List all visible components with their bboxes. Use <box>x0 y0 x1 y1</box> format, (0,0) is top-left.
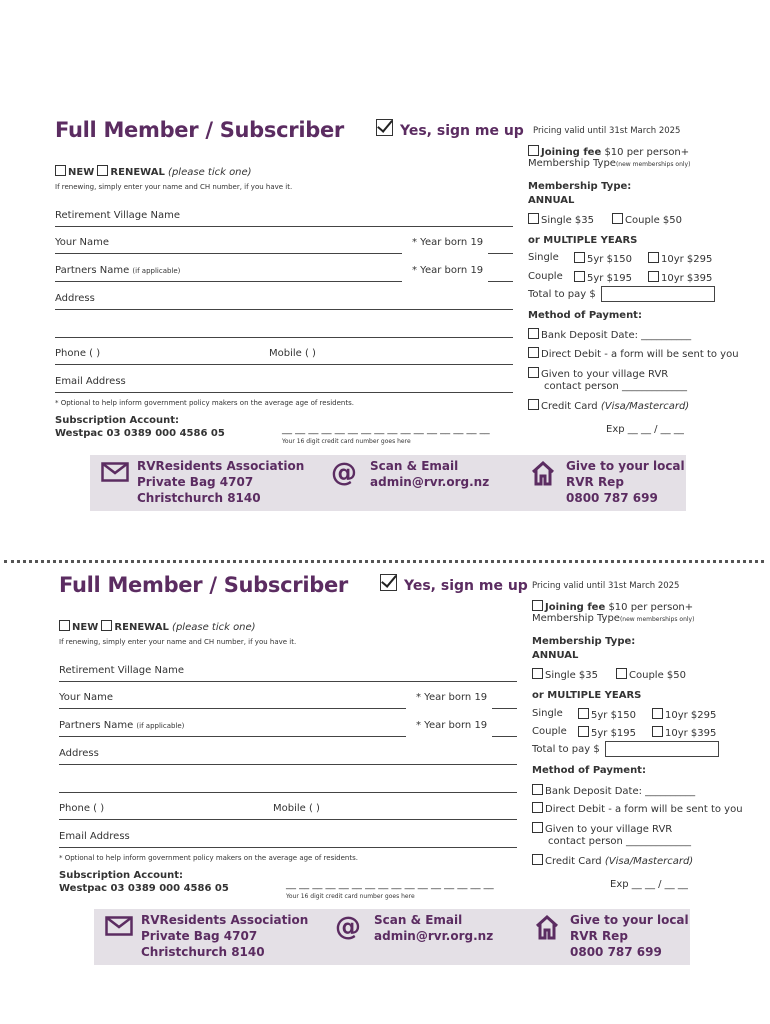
partners-name-field[interactable] <box>55 281 402 282</box>
your-name-label: Your Name <box>55 237 110 248</box>
joining-fee-checkbox[interactable] <box>528 145 539 156</box>
renewal-checkbox[interactable] <box>101 620 112 631</box>
payment-heading: Method of Payment: <box>528 310 642 321</box>
couple-5yr-option: 5yr $195 <box>574 271 632 284</box>
couple-label: Couple <box>532 726 567 737</box>
your-name-field[interactable] <box>59 708 406 709</box>
address-field-1[interactable] <box>55 309 513 310</box>
card-expiry-field[interactable]: Exp __ __ / __ __ <box>606 424 684 435</box>
new-checkbox[interactable] <box>55 165 66 176</box>
annual-label: ANNUAL <box>532 650 579 661</box>
single-annual-checkbox[interactable] <box>528 213 539 224</box>
card-number-field[interactable]: __ __ __ __ __ __ __ __ __ __ __ __ __ __ __ __ <box>286 879 494 890</box>
partners-name-field[interactable] <box>59 736 406 737</box>
direct-debit-option: Direct Debit - a form will be sent to you <box>532 802 743 815</box>
pricing-valid: Pricing valid until 31st March 2025 <box>532 581 680 591</box>
year-born-field[interactable] <box>488 253 513 254</box>
single-10yr-checkbox[interactable] <box>648 252 659 263</box>
mobile-label: Mobile ( ) <box>269 348 316 359</box>
credit-card-checkbox[interactable] <box>532 854 543 865</box>
partners-name-label: Partners Name (if applicable) <box>55 265 181 276</box>
email-label: Email Address <box>59 831 130 842</box>
credit-card-checkbox[interactable] <box>528 399 539 410</box>
multiple-years-heading: or MULTIPLE YEARS <box>532 690 642 701</box>
address-field-2[interactable] <box>59 792 517 793</box>
email-contact: Scan & Email admin@rvr.org.nz <box>374 913 494 943</box>
bank-deposit-checkbox[interactable] <box>528 328 539 339</box>
renewal-checkbox[interactable] <box>97 165 108 176</box>
membership-type-heading: Membership Type: <box>528 181 632 192</box>
tick-note: (please tick one) <box>172 622 256 633</box>
address-field-2[interactable] <box>55 337 513 338</box>
bank-deposit-option: Bank Deposit Date: __________ <box>532 784 695 797</box>
village-label: Retirement Village Name <box>55 210 180 221</box>
year-born-label: * Year born 19 <box>416 692 488 703</box>
village-label: Retirement Village Name <box>59 665 184 676</box>
email-field[interactable] <box>55 392 513 393</box>
card-hint: Your 16 digit credit card number goes here <box>282 438 411 445</box>
membership-form-2 <box>4 455 770 959</box>
given-to-rvr-checkbox[interactable] <box>528 367 539 378</box>
given-to-rvr-option: Given to your village RVR <box>532 822 672 835</box>
subscription-label: Subscription Account: <box>59 870 184 881</box>
email-contact: Scan & Email admin@rvr.org.nz <box>370 459 490 489</box>
couple-10yr-option: 10yr $395 <box>648 271 712 284</box>
year-born-label: * Year born 19 <box>412 237 484 248</box>
house-icon <box>535 914 559 940</box>
card-expiry-field[interactable]: Exp __ __ / __ __ <box>610 879 688 890</box>
postal-address: RVResidents Association Private Bag 4707 Christchurch 8140 <box>141 913 309 959</box>
phone-mobile-field[interactable] <box>55 364 513 365</box>
contact-band <box>94 909 690 965</box>
village-field[interactable] <box>55 226 513 227</box>
direct-debit-option: Direct Debit - a form will be sent to you <box>528 347 739 360</box>
joining-fee-checkbox[interactable] <box>532 600 543 611</box>
sign-up-checkbox[interactable] <box>380 574 397 591</box>
couple-10yr-checkbox[interactable] <box>648 271 659 282</box>
year-born-field[interactable] <box>492 708 517 709</box>
multiple-years-heading: or MULTIPLE YEARS <box>528 235 638 246</box>
single-annual-option: Single $35 <box>528 213 594 226</box>
couple-10yr-option: 10yr $395 <box>652 726 716 739</box>
card-number-field[interactable]: __ __ __ __ __ __ __ __ __ __ __ __ __ __ __ __ <box>282 424 490 435</box>
annual-label: ANNUAL <box>528 195 575 206</box>
single-annual-checkbox[interactable] <box>532 668 543 679</box>
partner-year-born-field[interactable] <box>492 736 517 737</box>
total-to-pay-field[interactable] <box>605 741 719 757</box>
address-label: Address <box>59 748 99 759</box>
couple-5yr-checkbox[interactable] <box>578 726 589 737</box>
payment-heading: Method of Payment: <box>532 765 646 776</box>
card-hint: Your 16 digit credit card number goes here <box>286 893 415 900</box>
credit-card-option: Credit Card (Visa/Mastercard) <box>528 399 689 412</box>
your-name-field[interactable] <box>55 253 402 254</box>
partners-name-label: Partners Name (if applicable) <box>59 720 185 731</box>
sign-up-label: Yes, sign me up <box>404 578 528 594</box>
subscription-label: Subscription Account: <box>55 415 180 426</box>
email-label: Email Address <box>55 376 126 387</box>
couple-label: Couple <box>528 271 563 282</box>
bank-deposit-checkbox[interactable] <box>532 784 543 795</box>
sign-up-label: Yes, sign me up <box>400 123 524 139</box>
at-sign-icon <box>334 913 362 941</box>
phone-label: Phone ( ) <box>59 803 105 814</box>
single-5yr-checkbox[interactable] <box>578 708 589 719</box>
optional-note: * Optional to help inform government policy makers on the average age of residents. <box>59 854 358 862</box>
credit-card-option: Credit Card (Visa/Mastercard) <box>532 854 693 867</box>
given-to-rvr-checkbox[interactable] <box>532 822 543 833</box>
rvr-rep-contact: Give to your local RVR Rep 0800 787 699 <box>566 459 685 505</box>
account-number: Westpac 03 0389 000 4586 05 <box>55 428 225 439</box>
single-5yr-option: 5yr $150 <box>578 708 636 721</box>
couple-5yr-checkbox[interactable] <box>574 271 585 282</box>
membership-type-note: Membership Type(new memberships only) <box>532 613 695 624</box>
village-field[interactable] <box>59 681 517 682</box>
sign-up-checkbox[interactable] <box>376 119 393 136</box>
postal-address: RVResidents Association Private Bag 4707 Christchurch 8140 <box>137 459 305 505</box>
form-title: Full Member / Subscriber <box>59 573 348 597</box>
renew-hint: If renewing, simply enter your name and CH number, if you have it. <box>59 638 297 646</box>
email-field[interactable] <box>59 847 517 848</box>
svg-text:@: @ <box>331 459 357 487</box>
mobile-label: Mobile ( ) <box>273 803 320 814</box>
couple-annual-option: Couple $50 <box>612 213 682 226</box>
new-renewal-row <box>55 165 252 178</box>
optional-note: * Optional to help inform government policy makers on the average age of residents. <box>55 399 354 407</box>
new-label: NEW <box>68 167 95 178</box>
renew-hint: If renewing, simply enter your name and CH number, if you have it. <box>55 183 293 191</box>
pricing-valid: Pricing valid until 31st March 2025 <box>533 126 681 136</box>
form-title: Full Member / Subscriber <box>55 118 344 142</box>
given-to-rvr-option: Given to your village RVR <box>528 367 668 380</box>
membership-form-1 <box>0 0 770 505</box>
couple-10yr-checkbox[interactable] <box>652 726 663 737</box>
contact-person-field[interactable]: contact person _____________ <box>548 836 692 847</box>
couple-annual-option: Couple $50 <box>616 668 686 681</box>
renewal-label: RENEWAL <box>114 622 169 633</box>
membership-type-heading: Membership Type: <box>532 636 636 647</box>
phone-mobile-field[interactable] <box>59 819 517 820</box>
new-renewal-row <box>59 620 256 633</box>
direct-debit-checkbox[interactable] <box>528 347 539 358</box>
tick-note: (please tick one) <box>168 167 252 178</box>
address-label: Address <box>55 293 95 304</box>
address-field-1[interactable] <box>59 764 517 765</box>
single-5yr-checkbox[interactable] <box>574 252 585 263</box>
total-to-pay-label: Total to pay $ <box>532 744 600 755</box>
new-checkbox[interactable] <box>59 620 70 631</box>
couple-annual-checkbox[interactable] <box>616 668 627 679</box>
account-number: Westpac 03 0389 000 4586 05 <box>59 883 229 894</box>
partner-year-born-field[interactable] <box>488 281 513 282</box>
your-name-label: Your Name <box>59 692 114 703</box>
single-10yr-option: 10yr $295 <box>652 708 716 721</box>
total-to-pay-label: Total to pay $ <box>528 289 596 300</box>
single-10yr-checkbox[interactable] <box>652 708 663 719</box>
joining-fee-row: Joining fee $10 per person+ <box>528 145 689 158</box>
joining-fee-row: Joining fee $10 per person+ <box>532 600 693 613</box>
envelope-icon <box>105 916 133 936</box>
couple-annual-checkbox[interactable] <box>612 213 623 224</box>
phone-label: Phone ( ) <box>55 348 101 359</box>
single-5yr-option: 5yr $150 <box>574 252 632 265</box>
bank-deposit-option: Bank Deposit Date: __________ <box>528 328 691 341</box>
single-10yr-option: 10yr $295 <box>648 252 712 265</box>
rvr-rep-contact: Give to your local RVR Rep 0800 787 699 <box>570 913 689 959</box>
single-label: Single <box>532 708 563 719</box>
total-to-pay-field[interactable] <box>601 286 715 302</box>
renewal-label: RENEWAL <box>110 167 165 178</box>
svg-text:@: @ <box>335 913 361 941</box>
contact-person-field[interactable]: contact person _____________ <box>544 381 688 392</box>
partner-year-born-label: * Year born 19 <box>416 720 488 731</box>
direct-debit-checkbox[interactable] <box>532 802 543 813</box>
single-annual-option: Single $35 <box>532 668 598 681</box>
new-label: NEW <box>72 622 99 633</box>
single-label: Single <box>528 252 559 263</box>
partner-year-born-label: * Year born 19 <box>412 265 484 276</box>
membership-type-note: Membership Type(new memberships only) <box>528 158 691 169</box>
couple-5yr-option: 5yr $195 <box>578 726 636 739</box>
